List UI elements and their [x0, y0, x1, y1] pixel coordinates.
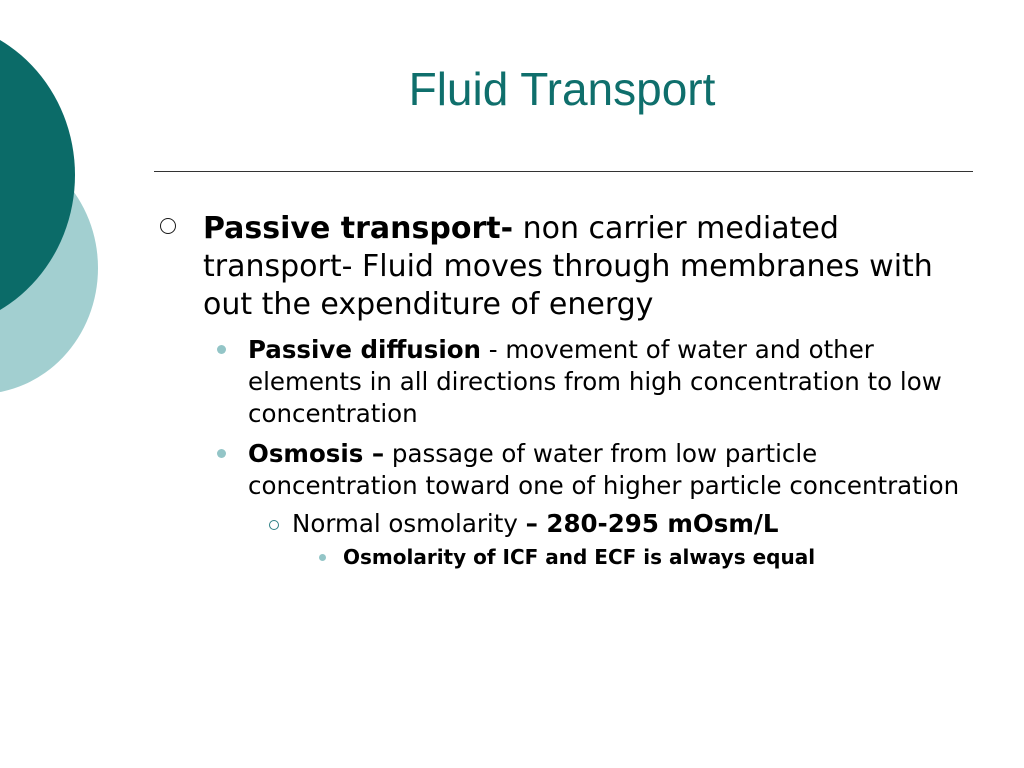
bullet-normal-osmolarity [292, 508, 990, 540]
bullet-term: Passive transport- [203, 211, 514, 246]
bullet-passive-diffusion [247, 334, 968, 430]
bullet-text: Osmolarity of ICF and ECF is always equal [343, 545, 816, 569]
bullet-text: - movement of water and other elements in all directions from high concentration to low concentration [248, 335, 942, 428]
title-divider [154, 171, 973, 172]
bullet-text: passage of water from low particle concentration toward one of higher particle concentration [248, 439, 960, 500]
slide-title: Fluid Transport [408, 63, 716, 115]
dot-bullet-icon [217, 449, 226, 458]
hollow-circle-bullet-icon [160, 218, 176, 234]
bullet-passive-transport [160, 210, 990, 324]
dot-bullet-icon [217, 345, 226, 354]
bullet-term: Passive diffusion [248, 335, 481, 364]
dot-bullet-icon [319, 554, 326, 561]
slide-content [160, 210, 990, 570]
bullet-text: non carrier mediated transport- Fluid moves through membranes with out the expenditure of energy [203, 211, 933, 322]
bullet-osmolarity-equal [343, 544, 990, 570]
bullet-value: – 280-295 mOsm/L [525, 509, 779, 538]
bullet-term: Osmosis – [248, 439, 385, 468]
hollow-circle-bullet-icon [269, 520, 279, 530]
bullet-osmosis [247, 438, 968, 502]
bullet-text: Normal osmolarity [292, 509, 526, 538]
